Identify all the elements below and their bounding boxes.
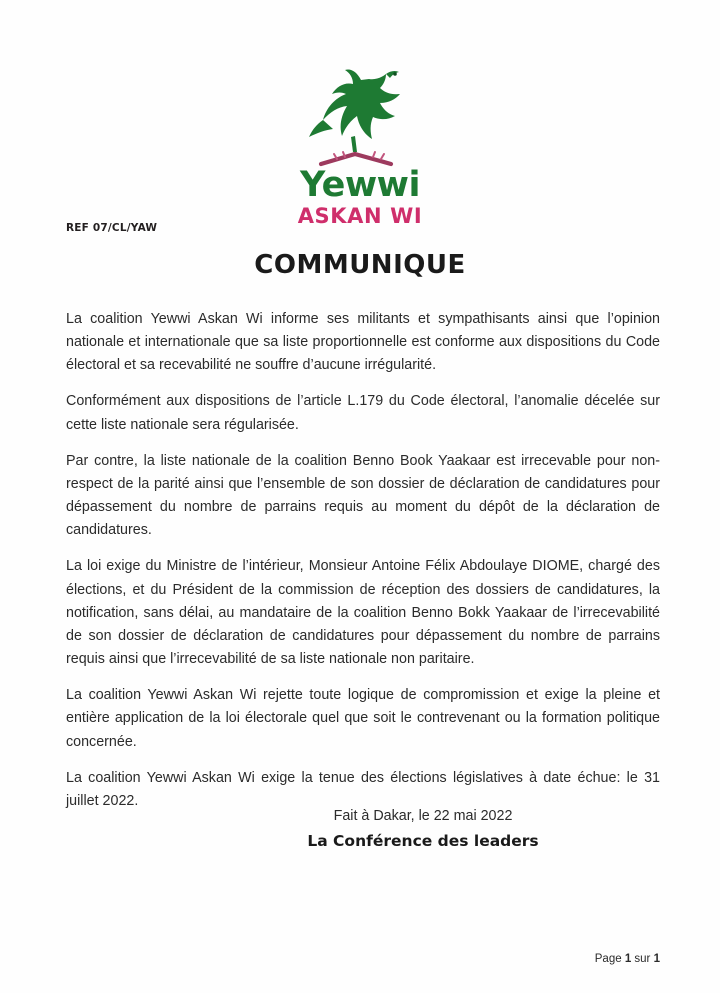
document-body: [66, 308, 660, 813]
signature-block: [66, 808, 660, 850]
page-footer: [595, 953, 660, 965]
body-paragraph: La coalition Yewwi Askan Wi informe ses militants et sympathisants ainsi que l’opinion nationale et internationale que sa liste proportionnelle est conforme aux dispositions du Code électoral et sa recevabilité ne souffre d’aucune irrégularité.: [66, 311, 660, 374]
body-paragraph: La coalition Yewwi Askan Wi rejette toute logique de compromission et exige la pleine et entière application de la loi électorale quel que soit le contrevenant ou la formation politique concernée.: [66, 687, 660, 750]
footer-prefix: Page: [594, 953, 625, 965]
page-title: COMMUNIQUE: [254, 250, 466, 280]
signature-author: La Conférence des leaders: [307, 832, 539, 850]
body-paragraph: Conformément aux dispositions de l’article L.179 du Code électoral, l’anomalie décelée sur cette liste nationale sera régularisée.: [66, 393, 660, 433]
footer-total-pages: 1: [653, 953, 660, 965]
logo-wordmark-secondary: ASKAN WI: [297, 204, 423, 228]
logo-wordmark-primary: Yewwi: [299, 165, 421, 205]
body-paragraph: Par contre, la liste nationale de la coalition Benno Book Yaakaar est irrecevable pour non-respect de la parité ainsi que l’ensemble de son dossier de déclaration de candidatures pour dépassement du nombre de parrains requis au moment du dépôt de la déclaration de candidatures.: [66, 452, 660, 539]
body-paragraph: La loi exige du Ministre de l’intérieur, Monsieur Antoine Félix Abdoulaye DIOME, chargé des élections, et du Président de la commission de réception des dossiers de candidatures, la notification, sans délai, au mandataire de la coalition Benno Bokk Yaakaar de l’irrecevabilité de son dossier de déclaration de candidatures pour dépassement du nombre de parrains requis ainsi que l’irrecevabilité de sa liste nationale non paritaire.: [66, 558, 660, 668]
signature-place-date: Fait à Dakar, le 22 mai 2022: [333, 808, 513, 824]
footer-current-page: 1: [624, 953, 632, 965]
dove-icon: [285, 58, 435, 170]
document-reference: REF 07/CL/YAW: [66, 222, 158, 234]
body-paragraph: La coalition Yewwi Askan Wi exige la tenue des élections législatives à date échue: le 31 juillet 2022.: [66, 769, 660, 809]
organization-logo: [0, 0, 720, 227]
footer-middle: sur: [631, 953, 654, 965]
